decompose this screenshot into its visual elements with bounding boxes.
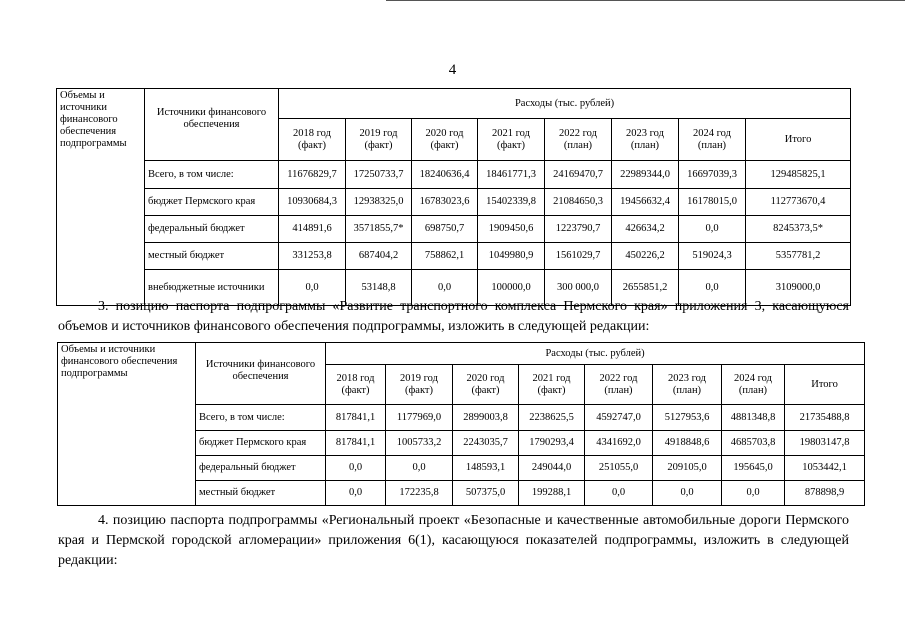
value-cell: 4685703,8 bbox=[722, 431, 785, 456]
value-cell: 0,0 bbox=[326, 481, 386, 506]
value-cell: 15402339,8 bbox=[478, 189, 545, 216]
table-row bbox=[57, 161, 851, 189]
table-row bbox=[57, 189, 851, 216]
row-label-cell: Объемы и источники финансового обеспечения подпрограммы bbox=[58, 343, 196, 506]
value-cell: 0,0 bbox=[279, 270, 346, 306]
value-cell: 2655851,2 bbox=[612, 270, 679, 306]
value-cell: 209105,0 bbox=[653, 456, 722, 481]
source-cell: федеральный бюджет bbox=[196, 456, 326, 481]
value-cell: 331253,8 bbox=[279, 243, 346, 270]
value-cell: 1049980,9 bbox=[478, 243, 545, 270]
value-cell: 426634,2 bbox=[612, 216, 679, 243]
year-header: 2022 год (план) bbox=[545, 119, 612, 161]
value-cell: 698750,7 bbox=[412, 216, 478, 243]
source-cell: местный бюджет bbox=[145, 243, 279, 270]
value-cell: 4341692,0 bbox=[585, 431, 653, 456]
value-cell: 0,0 bbox=[326, 456, 386, 481]
year-header: 2021 год (факт) bbox=[478, 119, 545, 161]
year-header: 2023 год (план) bbox=[612, 119, 679, 161]
value-cell: 1909450,6 bbox=[478, 216, 545, 243]
value-cell: 16697039,3 bbox=[679, 161, 746, 189]
value-cell: 5127953,6 bbox=[653, 405, 722, 431]
value-cell: 758862,1 bbox=[412, 243, 478, 270]
value-cell: 4881348,8 bbox=[722, 405, 785, 431]
year-header: 2023 год (план) bbox=[653, 365, 722, 405]
value-cell: 0,0 bbox=[653, 481, 722, 506]
value-cell: 12938325,0 bbox=[346, 189, 412, 216]
value-cell: 19456632,4 bbox=[612, 189, 679, 216]
value-cell: 817841,1 bbox=[326, 431, 386, 456]
total-cell: 19803147,8 bbox=[785, 431, 865, 456]
value-cell: 249044,0 bbox=[519, 456, 585, 481]
value-cell: 199288,1 bbox=[519, 481, 585, 506]
expenses-header: Расходы (тыс. рублей) bbox=[326, 343, 865, 365]
year-header: 2022 год (план) bbox=[585, 365, 653, 405]
value-cell: 16178015,0 bbox=[679, 189, 746, 216]
total-cell: 8245373,5* bbox=[746, 216, 851, 243]
value-cell: 251055,0 bbox=[585, 456, 653, 481]
value-cell: 519024,3 bbox=[679, 243, 746, 270]
source-cell: бюджет Пермского края bbox=[196, 431, 326, 456]
value-cell: 3571855,7* bbox=[346, 216, 412, 243]
year-header: 2019 год (факт) bbox=[386, 365, 453, 405]
value-cell: 16783023,6 bbox=[412, 189, 478, 216]
source-cell: Всего, в том числе: bbox=[145, 161, 279, 189]
year-header: 2024 год (план) bbox=[722, 365, 785, 405]
value-cell: 1005733,2 bbox=[386, 431, 453, 456]
source-cell: Всего, в том числе: bbox=[196, 405, 326, 431]
financing-table-1 bbox=[56, 88, 851, 306]
value-cell: 507375,0 bbox=[453, 481, 519, 506]
total-cell: 5357781,2 bbox=[746, 243, 851, 270]
value-cell: 21084650,3 bbox=[545, 189, 612, 216]
total-header: Итого bbox=[746, 119, 851, 161]
value-cell: 450226,2 bbox=[612, 243, 679, 270]
page-number: 4 bbox=[448, 62, 457, 78]
financing-table-2 bbox=[57, 342, 865, 506]
year-header: 2019 год (факт) bbox=[346, 119, 412, 161]
value-cell: 0,0 bbox=[722, 481, 785, 506]
year-header: 2024 год (план) bbox=[679, 119, 746, 161]
value-cell: 4918848,6 bbox=[653, 431, 722, 456]
year-header: 2018 год (факт) bbox=[279, 119, 346, 161]
total-cell: 129485825,1 bbox=[746, 161, 851, 189]
value-cell: 172235,8 bbox=[386, 481, 453, 506]
source-cell: внебюджетные источники bbox=[145, 270, 279, 306]
expenses-header: Расходы (тыс. рублей) bbox=[279, 89, 851, 119]
source-cell: бюджет Пермского края bbox=[145, 189, 279, 216]
value-cell: 53148,8 bbox=[346, 270, 412, 306]
value-cell: 18240636,4 bbox=[412, 161, 478, 189]
value-cell: 100000,0 bbox=[478, 270, 545, 306]
value-cell: 414891,6 bbox=[279, 216, 346, 243]
value-cell: 1223790,7 bbox=[545, 216, 612, 243]
value-cell: 817841,1 bbox=[326, 405, 386, 431]
year-header: 2020 год (факт) bbox=[453, 365, 519, 405]
paragraph-3: 3. позицию паспорта подпрограммы «Развитие транспортного комплекса Пермского края» приложения 3, касающуюся объемов и источников финансового обеспечения подпрограммы, изложить в следующей редакции: bbox=[58, 299, 849, 334]
value-cell: 1177969,0 bbox=[386, 405, 453, 431]
value-cell: 687404,2 bbox=[346, 243, 412, 270]
sources-header: Источники финансового обеспечения bbox=[196, 343, 326, 405]
value-cell: 24169470,7 bbox=[545, 161, 612, 189]
paragraph-4: 4. позицию паспорта подпрограммы «Региональный проект «Безопасные и качественные автомобильные дороги Пермского края и Пермской городской агломерации» приложения 6(1), касающуюся показателей подпрограммы, изложить в следующей редакции: bbox=[58, 513, 849, 568]
row-label-cell: Объемы и источники финансового обеспечения подпрограммы bbox=[57, 89, 145, 306]
sources-header: Источники финансового обеспечения bbox=[145, 89, 279, 161]
value-cell: 148593,1 bbox=[453, 456, 519, 481]
value-cell: 11676829,7 bbox=[279, 161, 346, 189]
value-cell: 1790293,4 bbox=[519, 431, 585, 456]
source-cell: федеральный бюджет bbox=[145, 216, 279, 243]
value-cell: 10930684,3 bbox=[279, 189, 346, 216]
value-cell: 22989344,0 bbox=[612, 161, 679, 189]
value-cell: 18461771,3 bbox=[478, 161, 545, 189]
total-cell: 21735488,8 bbox=[785, 405, 865, 431]
value-cell: 2238625,5 bbox=[519, 405, 585, 431]
year-header: 2021 год (факт) bbox=[519, 365, 585, 405]
value-cell: 2899003,8 bbox=[453, 405, 519, 431]
total-cell: 878898,9 bbox=[785, 481, 865, 506]
value-cell: 0,0 bbox=[585, 481, 653, 506]
value-cell: 4592747,0 bbox=[585, 405, 653, 431]
total-header: Итого bbox=[785, 365, 865, 405]
total-cell: 3109000,0 bbox=[746, 270, 851, 306]
value-cell: 1561029,7 bbox=[545, 243, 612, 270]
value-cell: 0,0 bbox=[412, 270, 478, 306]
value-cell: 0,0 bbox=[679, 270, 746, 306]
top-border-line bbox=[386, 0, 905, 1]
value-cell: 300 000,0 bbox=[545, 270, 612, 306]
value-cell: 2243035,7 bbox=[453, 431, 519, 456]
table-row bbox=[57, 216, 851, 243]
value-cell: 0,0 bbox=[679, 216, 746, 243]
source-cell: местный бюджет bbox=[196, 481, 326, 506]
total-cell: 112773670,4 bbox=[746, 189, 851, 216]
value-cell: 195645,0 bbox=[722, 456, 785, 481]
total-cell: 1053442,1 bbox=[785, 456, 865, 481]
year-header: 2018 год (факт) bbox=[326, 365, 386, 405]
value-cell: 0,0 bbox=[386, 456, 453, 481]
year-header: 2020 год (факт) bbox=[412, 119, 478, 161]
value-cell: 17250733,7 bbox=[346, 161, 412, 189]
table-row bbox=[57, 243, 851, 270]
